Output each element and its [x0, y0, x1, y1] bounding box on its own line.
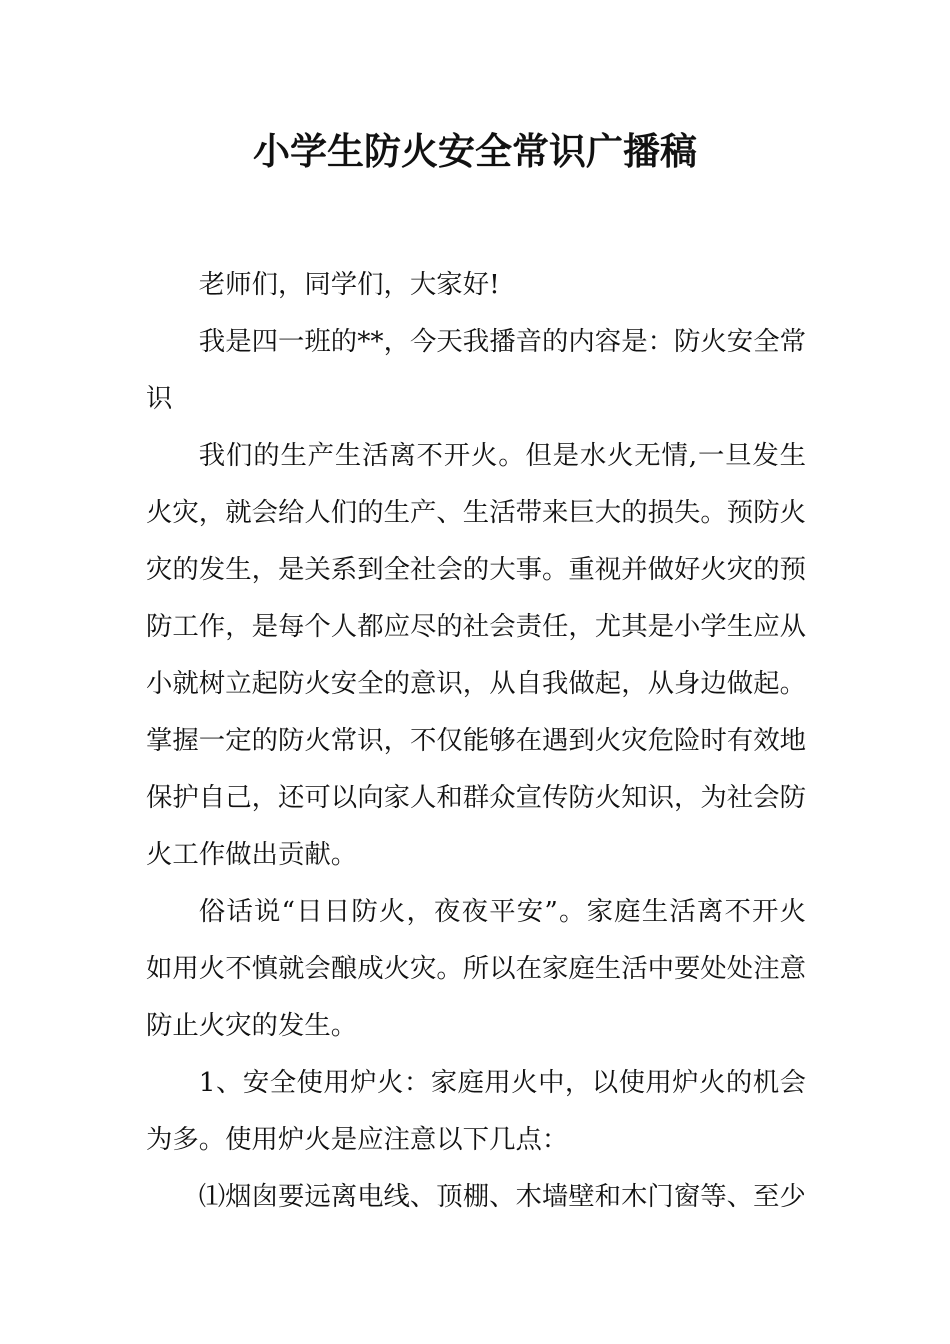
document-body [146, 256, 806, 1225]
paragraph-stove-safety: 1、安全使用炉火：家庭用火中，以使用炉火的机会为多。使用炉火是应注意以下几点： [146, 1067, 806, 1155]
paragraph-greeting: 老师们，同学们，大家好! [198, 269, 500, 300]
paragraph-household-fire: 俗话说“日日防火，夜夜平安”。家庭生活离不开火如用火不慎就会酿成火灾。所以在家庭生活中要处处注意防止火灾的发生。 [146, 896, 806, 1041]
document-title: 小学生防火安全常识广播稿 [253, 130, 697, 173]
paragraph-chimney-rule: ⑴烟囱要远离电线、顶棚、木墙壁和木门窗等、至少 [198, 1181, 806, 1212]
paragraph-fire-prevention-importance: 我们的生产生活离不开火。但是水火无情,一旦发生火灾，就会给人们的生产、生活带来巨大的损失。预防火灾的发生，是关系到全社会的大事。重视并做好火灾的预防工作，是每个人都应尽的社会责任，尤其是小学生应从小就树立起防火安全的意识，从自我做起，从身边做起。掌握一定的防火常识，不仅能够在遇到火灾危险时有效地保护自己，还可以向家人和群众宣传防火知识，为社会防火工作做出贡献。 [146, 440, 806, 870]
paragraph-introduction: 我是四一班的**，今天我播音的内容是：防火安全常识 [146, 326, 806, 414]
